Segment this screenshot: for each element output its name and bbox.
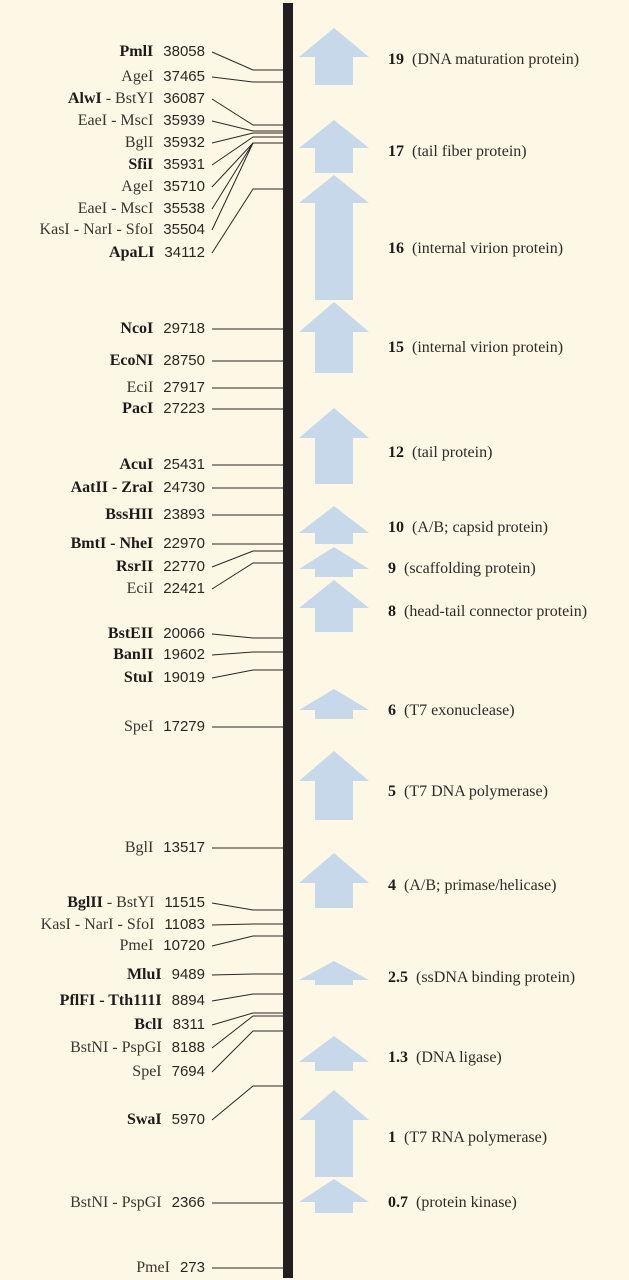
genome-bar — [283, 3, 293, 1278]
gene-arrow-icon — [299, 506, 369, 544]
leader-line — [212, 189, 283, 253]
gene-number: 17 — [388, 143, 404, 160]
leader-line — [212, 652, 283, 655]
enzyme-name — [71, 534, 154, 554]
site-position: 22770 — [163, 558, 205, 575]
gene-label — [388, 337, 563, 359]
site-position: 35931 — [163, 156, 205, 173]
gene-label — [388, 1047, 502, 1069]
enzyme-name-part: BglI — [124, 134, 154, 151]
gene-description: (internal virion protein) — [412, 339, 564, 356]
site-position: 35504 — [163, 221, 205, 238]
enzyme-name-part: PflFI - Tth111I — [59, 992, 162, 1009]
enzyme-name — [124, 668, 153, 688]
gene-description: (DNA maturation protein) — [412, 51, 580, 68]
gene-arrow-icon — [299, 580, 369, 632]
gene-arrow-icon — [299, 408, 369, 484]
site-position: 35939 — [163, 112, 205, 129]
site-position: 11515 — [164, 894, 205, 911]
site-position: 27917 — [163, 379, 205, 396]
leader-line — [212, 77, 283, 82]
enzyme-name-part: NcoI — [120, 320, 154, 337]
gene-description: (DNA ligase) — [416, 1049, 502, 1066]
enzyme-name-part: BanII — [113, 646, 154, 663]
site-position: 35538 — [163, 200, 205, 217]
site-position: 19602 — [163, 646, 205, 663]
gene-label — [388, 558, 536, 580]
gene-arrows — [299, 28, 369, 1213]
site-position: 25431 — [163, 456, 205, 473]
site-position: 38058 — [163, 43, 205, 60]
site-position: 2366 — [171, 1194, 205, 1211]
enzyme-name-part: BmtI - NheI — [70, 535, 154, 552]
leader-line — [212, 924, 283, 925]
site-position: 28750 — [163, 352, 205, 369]
site-position: 9489 — [171, 966, 205, 983]
gene-arrow-icon — [299, 751, 369, 820]
site-position: 273 — [179, 1259, 205, 1276]
site-position: 29718 — [163, 320, 205, 337]
leader-line — [212, 670, 283, 678]
enzyme-name-part: PmeI — [119, 937, 154, 954]
enzyme-name-part: PmeI — [136, 1259, 170, 1276]
leader-line — [212, 121, 283, 131]
enzyme-name-part: RsrII — [115, 558, 154, 575]
enzyme-name — [67, 893, 154, 913]
enzyme-name-part: BstNI - PspGI — [70, 1039, 162, 1056]
site-position: 20066 — [163, 625, 205, 642]
leader-line — [212, 1016, 283, 1048]
gene-number: 5 — [388, 783, 396, 800]
gene-description: (tail fiber protein) — [412, 143, 527, 160]
leader-line — [212, 1013, 283, 1025]
enzyme-name-part: MluI — [126, 966, 162, 983]
enzyme-name-part: AgeI — [121, 68, 154, 85]
leader-line — [212, 143, 283, 230]
enzyme-name-part: EaeI - MscI — [77, 200, 154, 217]
enzyme-name — [71, 478, 154, 498]
enzyme-name — [124, 717, 153, 737]
enzyme-name — [105, 505, 153, 525]
enzyme-name-part: BstEII — [107, 625, 154, 642]
gene-label — [388, 967, 575, 989]
leader-line — [212, 974, 283, 975]
site-position: 36087 — [163, 90, 205, 107]
site-position: 37465 — [163, 68, 205, 85]
gene-arrow-icon — [299, 689, 369, 719]
enzyme-name-part: SfiI — [128, 156, 154, 173]
site-position: 34112 — [164, 244, 205, 261]
site-position: 13517 — [163, 839, 205, 856]
site-position: 10720 — [163, 937, 205, 954]
enzyme-name — [68, 89, 153, 109]
enzyme-name — [109, 243, 154, 263]
enzyme-name — [127, 579, 154, 599]
leader-line — [212, 99, 283, 125]
enzyme-name-part: KasI - NarI - SfoI — [40, 916, 155, 933]
enzyme-name — [108, 624, 153, 644]
enzyme-name — [120, 319, 153, 339]
enzyme-name-part: EaeI - MscI — [77, 112, 154, 129]
site-position: 8311 — [172, 1016, 205, 1033]
gene-description: (T7 exonuclease) — [404, 702, 515, 719]
enzyme-name — [127, 378, 154, 398]
gene-label — [388, 442, 492, 464]
gene-arrow-icon — [299, 547, 369, 577]
enzyme-name — [122, 399, 153, 419]
gene-description: (scaffolding protein) — [404, 560, 536, 577]
site-position: 35932 — [163, 134, 205, 151]
enzyme-name — [116, 557, 153, 577]
enzyme-name — [125, 838, 153, 858]
enzyme-name-part: AatII - ZraI — [70, 479, 154, 496]
gene-number: 19 — [388, 51, 404, 68]
enzyme-name — [120, 42, 154, 62]
enzyme-name — [127, 1110, 162, 1130]
leader-line — [212, 551, 283, 567]
gene-description: (T7 DNA polymerase) — [404, 783, 548, 800]
gene-description: (T7 RNA polymerase) — [404, 1129, 548, 1146]
enzyme-name-part: - — [101, 90, 116, 107]
gene-arrow-icon — [299, 961, 369, 985]
gene-number: 16 — [388, 240, 404, 257]
gene-number: 10 — [388, 519, 404, 536]
gene-label — [388, 238, 563, 260]
gene-description: (tail protein) — [412, 444, 493, 461]
leader-line — [212, 1086, 283, 1120]
enzyme-name-part: AcuI — [119, 456, 154, 473]
gene-description: (ssDNA binding protein) — [416, 969, 576, 986]
enzyme-name-part: PacI — [122, 400, 154, 417]
gene-number: 12 — [388, 444, 404, 461]
enzyme-name — [120, 936, 154, 956]
gene-number: 1 — [388, 1129, 396, 1146]
leader-line — [212, 994, 283, 1001]
leader-lines — [212, 52, 283, 1268]
leader-line — [212, 563, 283, 589]
enzyme-name — [125, 133, 153, 153]
gene-number: 8 — [388, 603, 396, 620]
enzyme-name — [40, 220, 154, 240]
enzyme-name-part: BglI — [124, 839, 154, 856]
leader-line — [212, 903, 283, 910]
gene-number: 4 — [388, 877, 396, 894]
enzyme-name-part: SpeI — [132, 1063, 162, 1080]
gene-label — [388, 141, 527, 163]
enzyme-name — [127, 965, 162, 985]
enzyme-name-part: SpeI — [123, 718, 154, 735]
enzyme-name — [128, 155, 153, 175]
enzyme-name — [120, 455, 154, 475]
enzyme-name-part: EciI — [126, 379, 154, 396]
gene-arrow-icon — [299, 120, 369, 173]
enzyme-name — [60, 991, 162, 1011]
site-position: 17279 — [163, 718, 205, 735]
site-position: 8188 — [171, 1039, 205, 1056]
site-position: 22970 — [163, 535, 205, 552]
enzyme-name — [132, 1062, 161, 1082]
site-position: 5970 — [171, 1111, 205, 1128]
gene-number: 9 — [388, 560, 396, 577]
site-position: 22421 — [163, 580, 205, 597]
gene-arrow-icon — [299, 1179, 369, 1213]
site-position: 11083 — [164, 916, 205, 933]
leader-line — [212, 1031, 283, 1072]
gene-arrow-icon — [299, 28, 369, 85]
site-position: 24730 — [163, 479, 205, 496]
site-position: 8894 — [171, 992, 205, 1009]
enzyme-name-part: PmlI — [119, 43, 154, 60]
enzyme-name — [70, 1193, 162, 1213]
gene-description: (head-tail connector protein) — [404, 603, 588, 620]
gene-label — [388, 781, 548, 803]
leader-line — [212, 634, 283, 638]
site-position: 35710 — [163, 178, 205, 195]
enzyme-name — [134, 1015, 162, 1035]
enzyme-name-part: BstYI — [115, 90, 154, 107]
gene-label — [388, 601, 587, 623]
enzyme-name-part: - BstYI — [102, 894, 155, 911]
leader-line — [212, 936, 283, 946]
gene-number: 0.7 — [388, 1194, 408, 1211]
gene-number: 15 — [388, 339, 404, 356]
enzyme-name — [41, 915, 155, 935]
gene-description: (A/B; primase/helicase) — [404, 877, 557, 894]
gene-label — [388, 49, 579, 71]
enzyme-name-part: BclI — [134, 1016, 163, 1033]
enzyme-name-part: BstNI - PspGI — [70, 1194, 162, 1211]
enzyme-name-part: ApaLI — [109, 244, 155, 261]
enzyme-name — [78, 111, 154, 131]
enzyme-name — [121, 67, 153, 87]
gene-label — [388, 700, 515, 722]
gene-number: 1.3 — [388, 1049, 408, 1066]
enzyme-name-part: StuI — [123, 669, 154, 686]
site-position: 19019 — [163, 669, 205, 686]
enzyme-name-part: KasI - NarI - SfoI — [39, 221, 154, 238]
gene-description: (internal virion protein) — [412, 240, 564, 257]
leader-line — [212, 143, 283, 187]
enzyme-name-part: AlwI — [67, 90, 102, 107]
gene-description: (A/B; capsid protein) — [412, 519, 548, 536]
leader-line — [212, 133, 283, 143]
gene-arrow-icon — [299, 1036, 369, 1071]
enzyme-name-part: BssHII — [105, 506, 154, 523]
enzyme-name — [113, 645, 153, 665]
enzyme-name-part: EcoNI — [109, 352, 154, 369]
gene-label — [388, 875, 556, 897]
enzyme-name — [110, 351, 154, 371]
gene-description: (protein kinase) — [416, 1194, 517, 1211]
site-position: 23893 — [163, 506, 205, 523]
enzyme-name — [121, 177, 153, 197]
leader-line — [212, 52, 283, 70]
site-position: 27223 — [163, 400, 205, 417]
gene-arrow-icon — [299, 302, 369, 373]
enzyme-name-part: AgeI — [121, 178, 154, 195]
gene-arrow-icon — [299, 853, 369, 908]
gene-arrow-icon — [299, 175, 369, 300]
gene-label — [388, 1127, 547, 1149]
site-position: 7694 — [171, 1063, 205, 1080]
gene-label — [388, 1192, 517, 1214]
enzyme-name-part: EciI — [126, 580, 154, 597]
enzyme-name — [78, 199, 154, 219]
gene-arrow-icon — [299, 1090, 369, 1177]
gene-label — [388, 517, 548, 539]
gene-number: 6 — [388, 702, 396, 719]
enzyme-name-part: BglII — [67, 894, 103, 911]
enzyme-name-part: SwaI — [126, 1111, 162, 1128]
gene-number: 2.5 — [388, 969, 408, 986]
enzyme-name — [136, 1258, 170, 1278]
enzyme-name — [70, 1038, 162, 1058]
